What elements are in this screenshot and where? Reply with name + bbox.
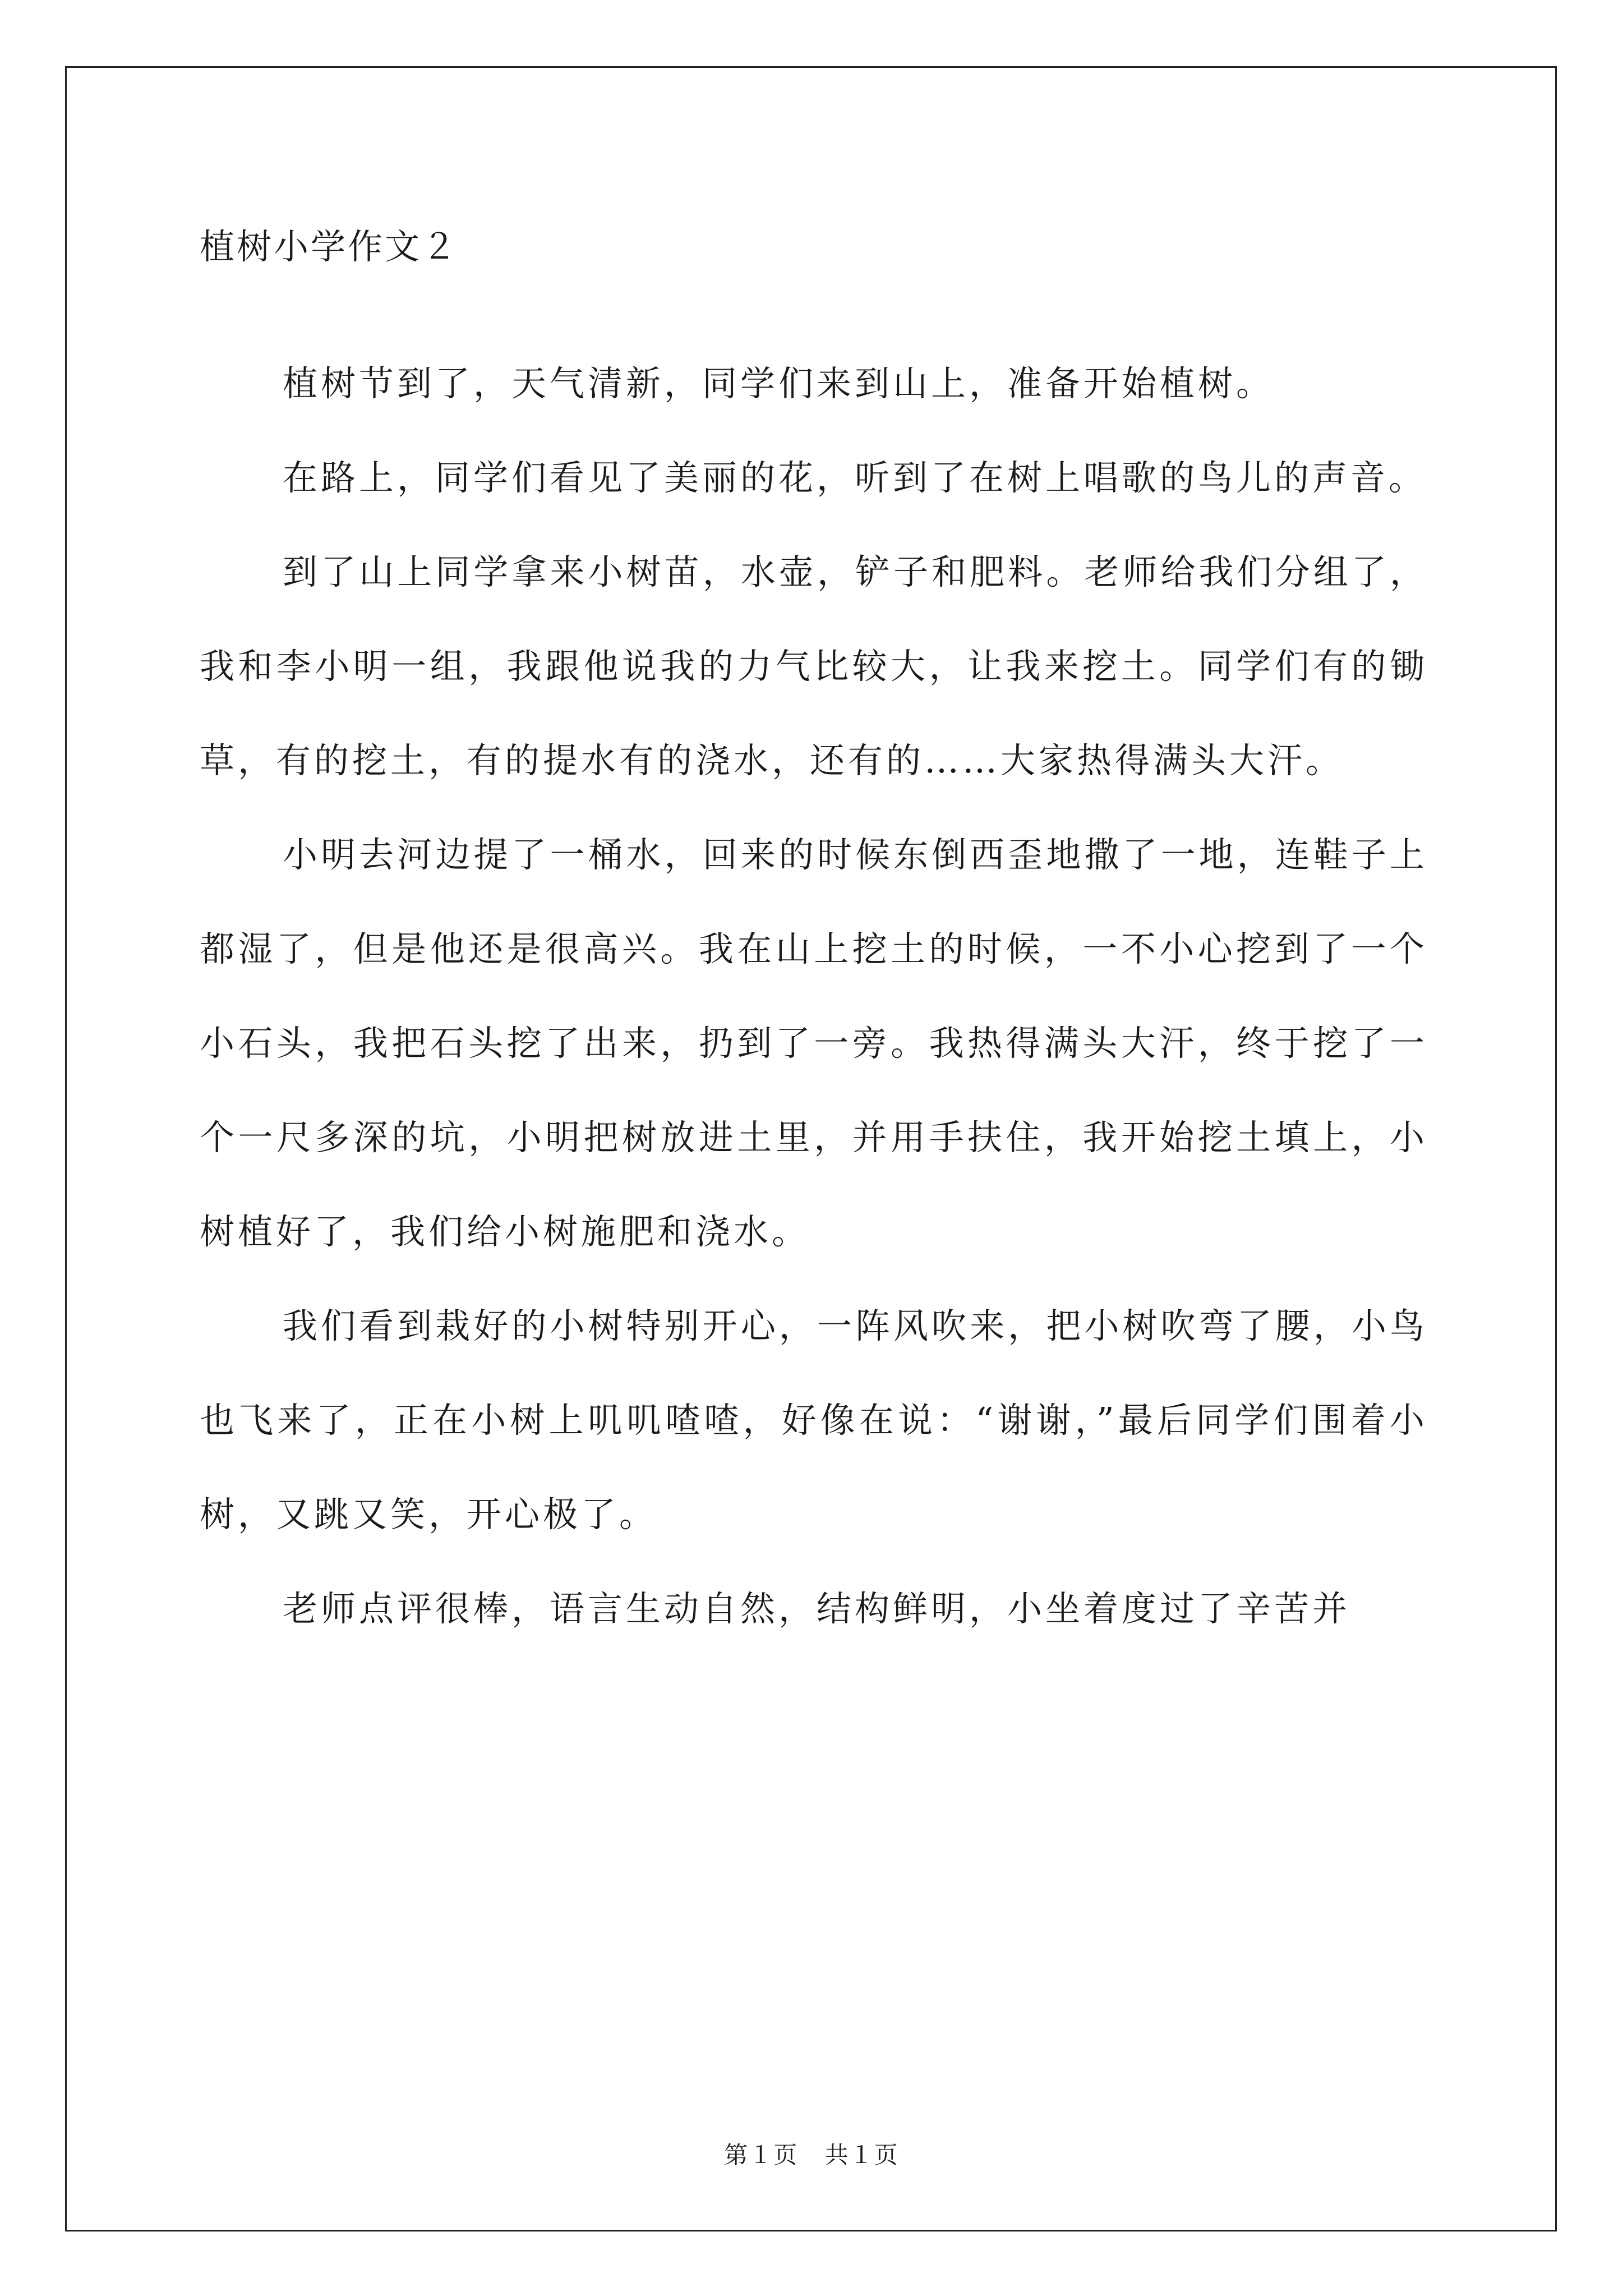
page-total: 共１页 <box>824 2141 899 2169</box>
article-text <box>200 337 1428 1656</box>
paragraph: 老师点评很棒，语言生动自然，结构鲜明，小坐着度过了辛苦并 <box>283 1588 1351 1629</box>
paragraph: 到了山上同学拿来小树苗，水壶，铲子和肥料。老师给我们分组了，我和李小明一组，我跟他说我的力气比较大，让我来挖土。同学们有的锄草，有的挖土，有的提水有的浇水，还有的……大家热得满头大汗。 <box>200 551 1428 781</box>
document-title: 植树小学作文２ <box>200 226 459 267</box>
paragraph: 植树节到了，天气清新，同学们来到山上，准备开始植树。 <box>283 363 1275 404</box>
paragraph: 在路上，同学们看见了美丽的花，听到了在树上唱歌的鸟儿的声音。 <box>283 457 1427 498</box>
paragraph: 小明去河边提了一桶水，回来的时候东倒西歪地撒了一地，连鞋子上都湿了，但是他还是很高兴。我在山上挖土的时候，一不小心挖到了一个小石头，我把石头挖了出来，扔到了一旁。我热得满头大汗，终于挖了一个一尺多深的坑，小明把树放进土里，并用手扶住，我开始挖土填上，小树植好了，我们给小树施肥和浇水。 <box>200 834 1428 1252</box>
page-footer <box>0 2138 1623 2172</box>
page-number: 第１页 <box>724 2141 799 2169</box>
paragraph: 我们看到栽好的小树特别开心，一阵风吹来，把小树吹弯了腰，小鸟也飞来了，正在小树上叽叽喳喳，好像在说：“谢谢，”最后同学们围着小树，又跳又笑，开心极了。 <box>200 1305 1428 1535</box>
document-body <box>200 224 1428 1656</box>
